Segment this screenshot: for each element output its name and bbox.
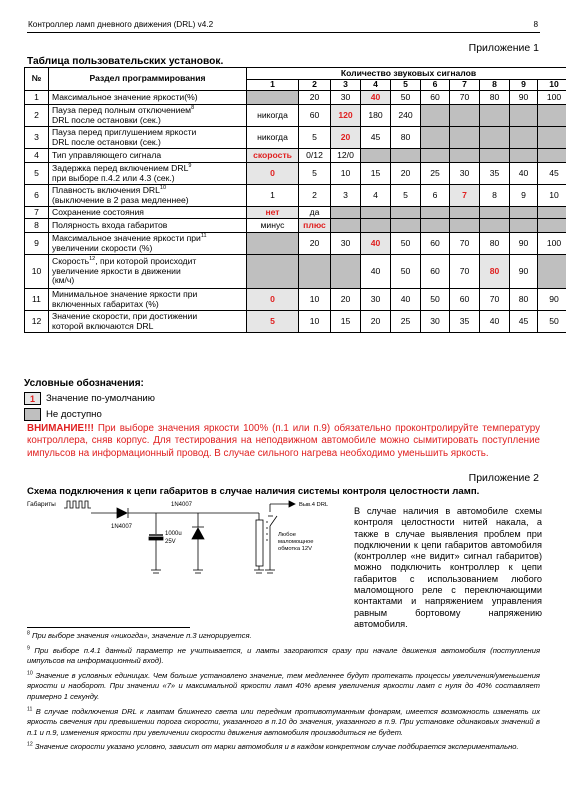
table-cell: [450, 149, 480, 163]
table-row: [25, 207, 566, 219]
table-cell: [538, 219, 566, 233]
table-cell: 6: [421, 185, 450, 207]
table-row: [25, 185, 566, 207]
table-cell: [421, 105, 450, 127]
footnote-9: $^9$ При выборе п.4.1 данный параметр не учитывается, и лампы загораются сразу при начале движения автомобиля (поступления импульсов на информационный вход).: [27, 645, 540, 666]
table-cell: 45: [510, 311, 538, 333]
row-description: Задержка перед включением DRL$^9$ при выборе п.4.2 или 4.3 (сек.): [49, 163, 247, 185]
table-cell: [247, 233, 299, 255]
row-number: 3: [25, 127, 49, 149]
table-row: [25, 219, 566, 233]
col-number-1: 1: [247, 80, 299, 91]
table-row: [25, 149, 566, 163]
table-cell: 90: [510, 233, 538, 255]
footnote-divider: [27, 627, 190, 628]
table-cell: 5: [247, 311, 299, 333]
table-cell: 45: [538, 163, 566, 185]
table-cell: [538, 255, 566, 289]
table-cell: [421, 127, 450, 149]
legend-unavailable-swatch: [24, 408, 41, 421]
row-number: 8: [25, 219, 49, 233]
table-cell: нет: [247, 207, 299, 219]
warning-text: При выборе значения яркости 100% (п.1 или п.9) обязательно проконтролируйте температуру контроллера, сняв корпус. Для тестирования на неподвижном автомобиле можно сымитировать поступление импульсов на информационный провод. В случае сильного нагрева необходимо уменьшить яркость.: [27, 423, 540, 459]
table-cell: 70: [480, 289, 510, 311]
table-cell: 10: [299, 311, 331, 333]
table-cell: [510, 105, 538, 127]
table-row: [25, 311, 566, 333]
legend-title: Условные обозначения:: [24, 378, 144, 389]
relay-label-2: маломощное: [278, 539, 314, 545]
table-cell: 25: [421, 163, 450, 185]
table-row: [25, 255, 566, 289]
table-cell: минус: [247, 219, 299, 233]
col-group-header: Количество звуковых сигналов: [247, 68, 566, 80]
row-number: 10: [25, 255, 49, 289]
table-row: [25, 91, 566, 105]
table-cell: [510, 207, 538, 219]
table-cell: [480, 105, 510, 127]
table-cell: 40: [361, 255, 391, 289]
row-number: 5: [25, 163, 49, 185]
table-cell: [480, 127, 510, 149]
row-number: 11: [25, 289, 49, 311]
diode-2-icon: [192, 528, 204, 539]
table-cell: 50: [391, 233, 421, 255]
diode-1-icon: [117, 508, 127, 518]
footnote-10: $^{10}$ Значение в условных единицах. Чем больше установлено значение, тем медленнее будут протекать процессы увеличения/уменьшения яркости и наоборот. При значении «7» и максимальной яркости ламп 40% время увеличения яркости ламп с нуля до 40% составляет примерно 1 секунду.: [27, 670, 540, 701]
table-cell: 80: [480, 233, 510, 255]
row-description: Максимальное значение яркости(%): [49, 91, 247, 105]
table-cell: [391, 207, 421, 219]
legend-default: [24, 391, 155, 405]
col-number-7: 7: [450, 80, 480, 91]
relay-label-1: Любое: [278, 532, 296, 538]
table-cell: 50: [538, 311, 566, 333]
relay-coil-icon: [256, 520, 263, 566]
table-cell: 70: [450, 255, 480, 289]
table-cell: 20: [331, 289, 361, 311]
table-cell: 90: [538, 289, 566, 311]
settings-table: [24, 67, 566, 333]
table-cell: [450, 219, 480, 233]
capacitor-voltage: 25V: [165, 539, 176, 545]
table-cell: 5: [299, 127, 331, 149]
footnote-8: $^8$ При выборе значения «никогда», значение п.3 игнорируется.: [27, 630, 252, 640]
row-number: 4: [25, 149, 49, 163]
table-cell: [480, 149, 510, 163]
appendix-1-label: Приложение 1: [468, 42, 539, 54]
table-cell: 100: [538, 91, 566, 105]
warning-bold: ВНИМАНИЕ!!!: [27, 423, 94, 434]
row-number: 12: [25, 311, 49, 333]
table-cell: 0: [247, 289, 299, 311]
legend-default-label: Значение по-умолчанию: [46, 392, 155, 404]
table-cell: 50: [421, 289, 450, 311]
table-cell: [361, 149, 391, 163]
table-cell: [450, 127, 480, 149]
table-cell: 180: [361, 105, 391, 127]
table-cell: 80: [510, 289, 538, 311]
col-number-6: 6: [421, 80, 450, 91]
table-cell: [421, 149, 450, 163]
table-cell: 70: [450, 233, 480, 255]
table-cell: [247, 91, 299, 105]
row-number: 9: [25, 233, 49, 255]
legend: [24, 378, 155, 423]
row-description: Плавность включения DRL$^{10}$ (выключение в 2 раза медленнее): [49, 185, 247, 207]
table-cell: 80: [480, 91, 510, 105]
table-cell: 8: [480, 185, 510, 207]
table-row: [25, 105, 566, 127]
row-description: Тип управляющего сигнала: [49, 149, 247, 163]
diode-2-label: 1N4007: [171, 502, 193, 508]
table-row: [25, 289, 566, 311]
table-title: Таблица пользовательских установок.: [27, 56, 224, 67]
pulse-signal-icon: [64, 501, 91, 508]
table-cell: [421, 219, 450, 233]
footnotes: [27, 631, 540, 757]
row-description: Скорость$^{12}$, при которой происходит увеличение яркости в движении (км/ч): [49, 255, 247, 289]
header-title: Контроллер ламп дневного движения (DRL) v4.2: [28, 20, 214, 29]
table-cell: [480, 219, 510, 233]
warning-paragraph: [27, 423, 540, 460]
table-cell: [331, 207, 361, 219]
table-cell: [331, 255, 361, 289]
table-cell: [450, 207, 480, 219]
table-cell: 20: [331, 127, 361, 149]
table-cell: 30: [450, 163, 480, 185]
table-cell: [538, 207, 566, 219]
table-cell: 60: [299, 105, 331, 127]
table-row: [25, 163, 566, 185]
table-cell: 35: [480, 163, 510, 185]
row-description: Пауза перед приглушением яркости DRL после остановки (сек.): [49, 127, 247, 149]
table-cell: 90: [510, 91, 538, 105]
table-cell: 10: [538, 185, 566, 207]
table-cell: 240: [391, 105, 421, 127]
col-section-header: Раздел программирования: [49, 68, 247, 91]
legend-unavailable-label: Не доступно: [46, 408, 102, 420]
table-cell: [538, 149, 566, 163]
table-cell: 80: [391, 127, 421, 149]
output-label: Выв.4 DRL: [299, 502, 329, 508]
table-cell: никогда: [247, 127, 299, 149]
input-label: Габариты: [27, 501, 56, 508]
col-number-9: 9: [510, 80, 538, 91]
row-number: 2: [25, 105, 49, 127]
table-cell: 5: [391, 185, 421, 207]
table-cell: 20: [361, 311, 391, 333]
table-cell: 60: [421, 255, 450, 289]
page-header: [27, 17, 540, 33]
capacitor-icon: [149, 537, 163, 540]
table-cell: 80: [480, 255, 510, 289]
table-cell: 10: [299, 289, 331, 311]
table-cell: 2: [299, 185, 331, 207]
circuit-diagram: [24, 498, 342, 608]
table-cell: [538, 105, 566, 127]
table-cell: [391, 219, 421, 233]
table-cell: 1: [247, 185, 299, 207]
table-cell: [421, 207, 450, 219]
table-cell: 50: [391, 255, 421, 289]
table-cell: 40: [361, 91, 391, 105]
col-number-3: 3: [331, 80, 361, 91]
col-number-8: 8: [480, 80, 510, 91]
table-cell: 20: [299, 91, 331, 105]
table-cell: [299, 255, 331, 289]
table-cell: никогда: [247, 105, 299, 127]
table-cell: 25: [391, 311, 421, 333]
table-cell: плюс: [299, 219, 331, 233]
table-cell: 35: [450, 311, 480, 333]
legend-default-swatch: 1: [24, 392, 41, 405]
row-number: 1: [25, 91, 49, 105]
row-description: Значение скорости, при достижении которой включаются DRL: [49, 311, 247, 333]
row-description: Полярность входа габаритов: [49, 219, 247, 233]
table-cell: 20: [391, 163, 421, 185]
col-number-5: 5: [391, 80, 421, 91]
row-description: Пауза перед полным отключением$^8$ DRL после остановки (сек.): [49, 105, 247, 127]
section2-title: Схема подключения к цепи габаритов в случае наличия системы контроля целостности ламп.: [27, 486, 480, 497]
table-cell: 5: [299, 163, 331, 185]
footnote-11: $^{11}$ В случае подключения DRL к лампам ближнего света или передним противотуманным фонарям, имеется возможность изменять их яркость свечения при превышении порога скорости, указанного в п.10 до значения, указанного в п.9. При установке одинаковых значений в п.1 и п.9, изменения яркости при увеличении скорости движения автомобиля производиться не будет.: [27, 706, 540, 737]
table-cell: 30: [331, 233, 361, 255]
row-description: Минимальное значение яркости при включенных габаритах (%): [49, 289, 247, 311]
table-cell: 3: [331, 185, 361, 207]
table-cell: 7: [450, 185, 480, 207]
table-cell: 0/12: [299, 149, 331, 163]
table-cell: [450, 105, 480, 127]
col-number-4: 4: [361, 80, 391, 91]
row-description: Максимальное значение яркости при$^{11}$ увеличении скорости (%): [49, 233, 247, 255]
capacitor-value: 1000u: [165, 531, 182, 537]
col-number-2: 2: [299, 80, 331, 91]
table-cell: 40: [510, 163, 538, 185]
table-cell: 9: [510, 185, 538, 207]
row-number: 6: [25, 185, 49, 207]
col-num-header: №: [25, 68, 49, 91]
table-cell: 30: [361, 289, 391, 311]
table-cell: [510, 219, 538, 233]
relay-label-3: обмотка 12V: [278, 546, 312, 552]
row-number: 7: [25, 207, 49, 219]
table-cell: 100: [538, 233, 566, 255]
table-cell: 45: [361, 127, 391, 149]
table-cell: 20: [299, 233, 331, 255]
footnote-12: $^{12}$ Значение скорости указано условно, зависит от марки автомобиля и в каждом конкретном случае подбирается экспериментально.: [27, 741, 519, 752]
table-cell: [391, 149, 421, 163]
table-cell: 30: [421, 311, 450, 333]
diode-1-label: 1N4007: [111, 524, 133, 530]
table-cell: [331, 219, 361, 233]
table-cell: 50: [391, 91, 421, 105]
table-row: [25, 127, 566, 149]
table-cell: 60: [421, 233, 450, 255]
page-number: 8: [533, 20, 538, 29]
row-description: Сохранение состояния: [49, 207, 247, 219]
table-cell: [361, 207, 391, 219]
table-cell: 15: [331, 311, 361, 333]
table-cell: 60: [421, 91, 450, 105]
table-cell: 40: [480, 311, 510, 333]
table-cell: 40: [361, 233, 391, 255]
table-cell: 4: [361, 185, 391, 207]
table-cell: [510, 127, 538, 149]
table-cell: 40: [391, 289, 421, 311]
table-cell: 15: [361, 163, 391, 185]
table-cell: 0: [247, 163, 299, 185]
appendix-2-label: Приложение 2: [468, 472, 539, 484]
table-cell: да: [299, 207, 331, 219]
table-cell: 120: [331, 105, 361, 127]
legend-unavailable: [24, 407, 155, 421]
table-cell: 60: [450, 289, 480, 311]
col-number-10: 10: [538, 80, 566, 91]
connection-description: В случае наличия в автомобиле схемы контроля целостности нитей накала, а также в случае выявления проблем при подключении к цепи габаритов автомобиля (контроллер «не видит» сигнал габаритов) можно подключить контроллер к цепи габаритов с использованием любого маломощного реле с переключающими контактами и напряжением управления равным бортовому напряжению автомобиля.: [354, 506, 542, 629]
table-cell: [480, 207, 510, 219]
table-cell: [361, 219, 391, 233]
table-cell: [247, 255, 299, 289]
table-cell: [510, 149, 538, 163]
table-cell: [538, 127, 566, 149]
table-cell: 70: [450, 91, 480, 105]
table-row: [25, 233, 566, 255]
table-cell: 90: [510, 255, 538, 289]
table-cell: 12/0: [331, 149, 361, 163]
table-cell: 30: [331, 91, 361, 105]
table-cell: скорость: [247, 149, 299, 163]
table-cell: 10: [331, 163, 361, 185]
